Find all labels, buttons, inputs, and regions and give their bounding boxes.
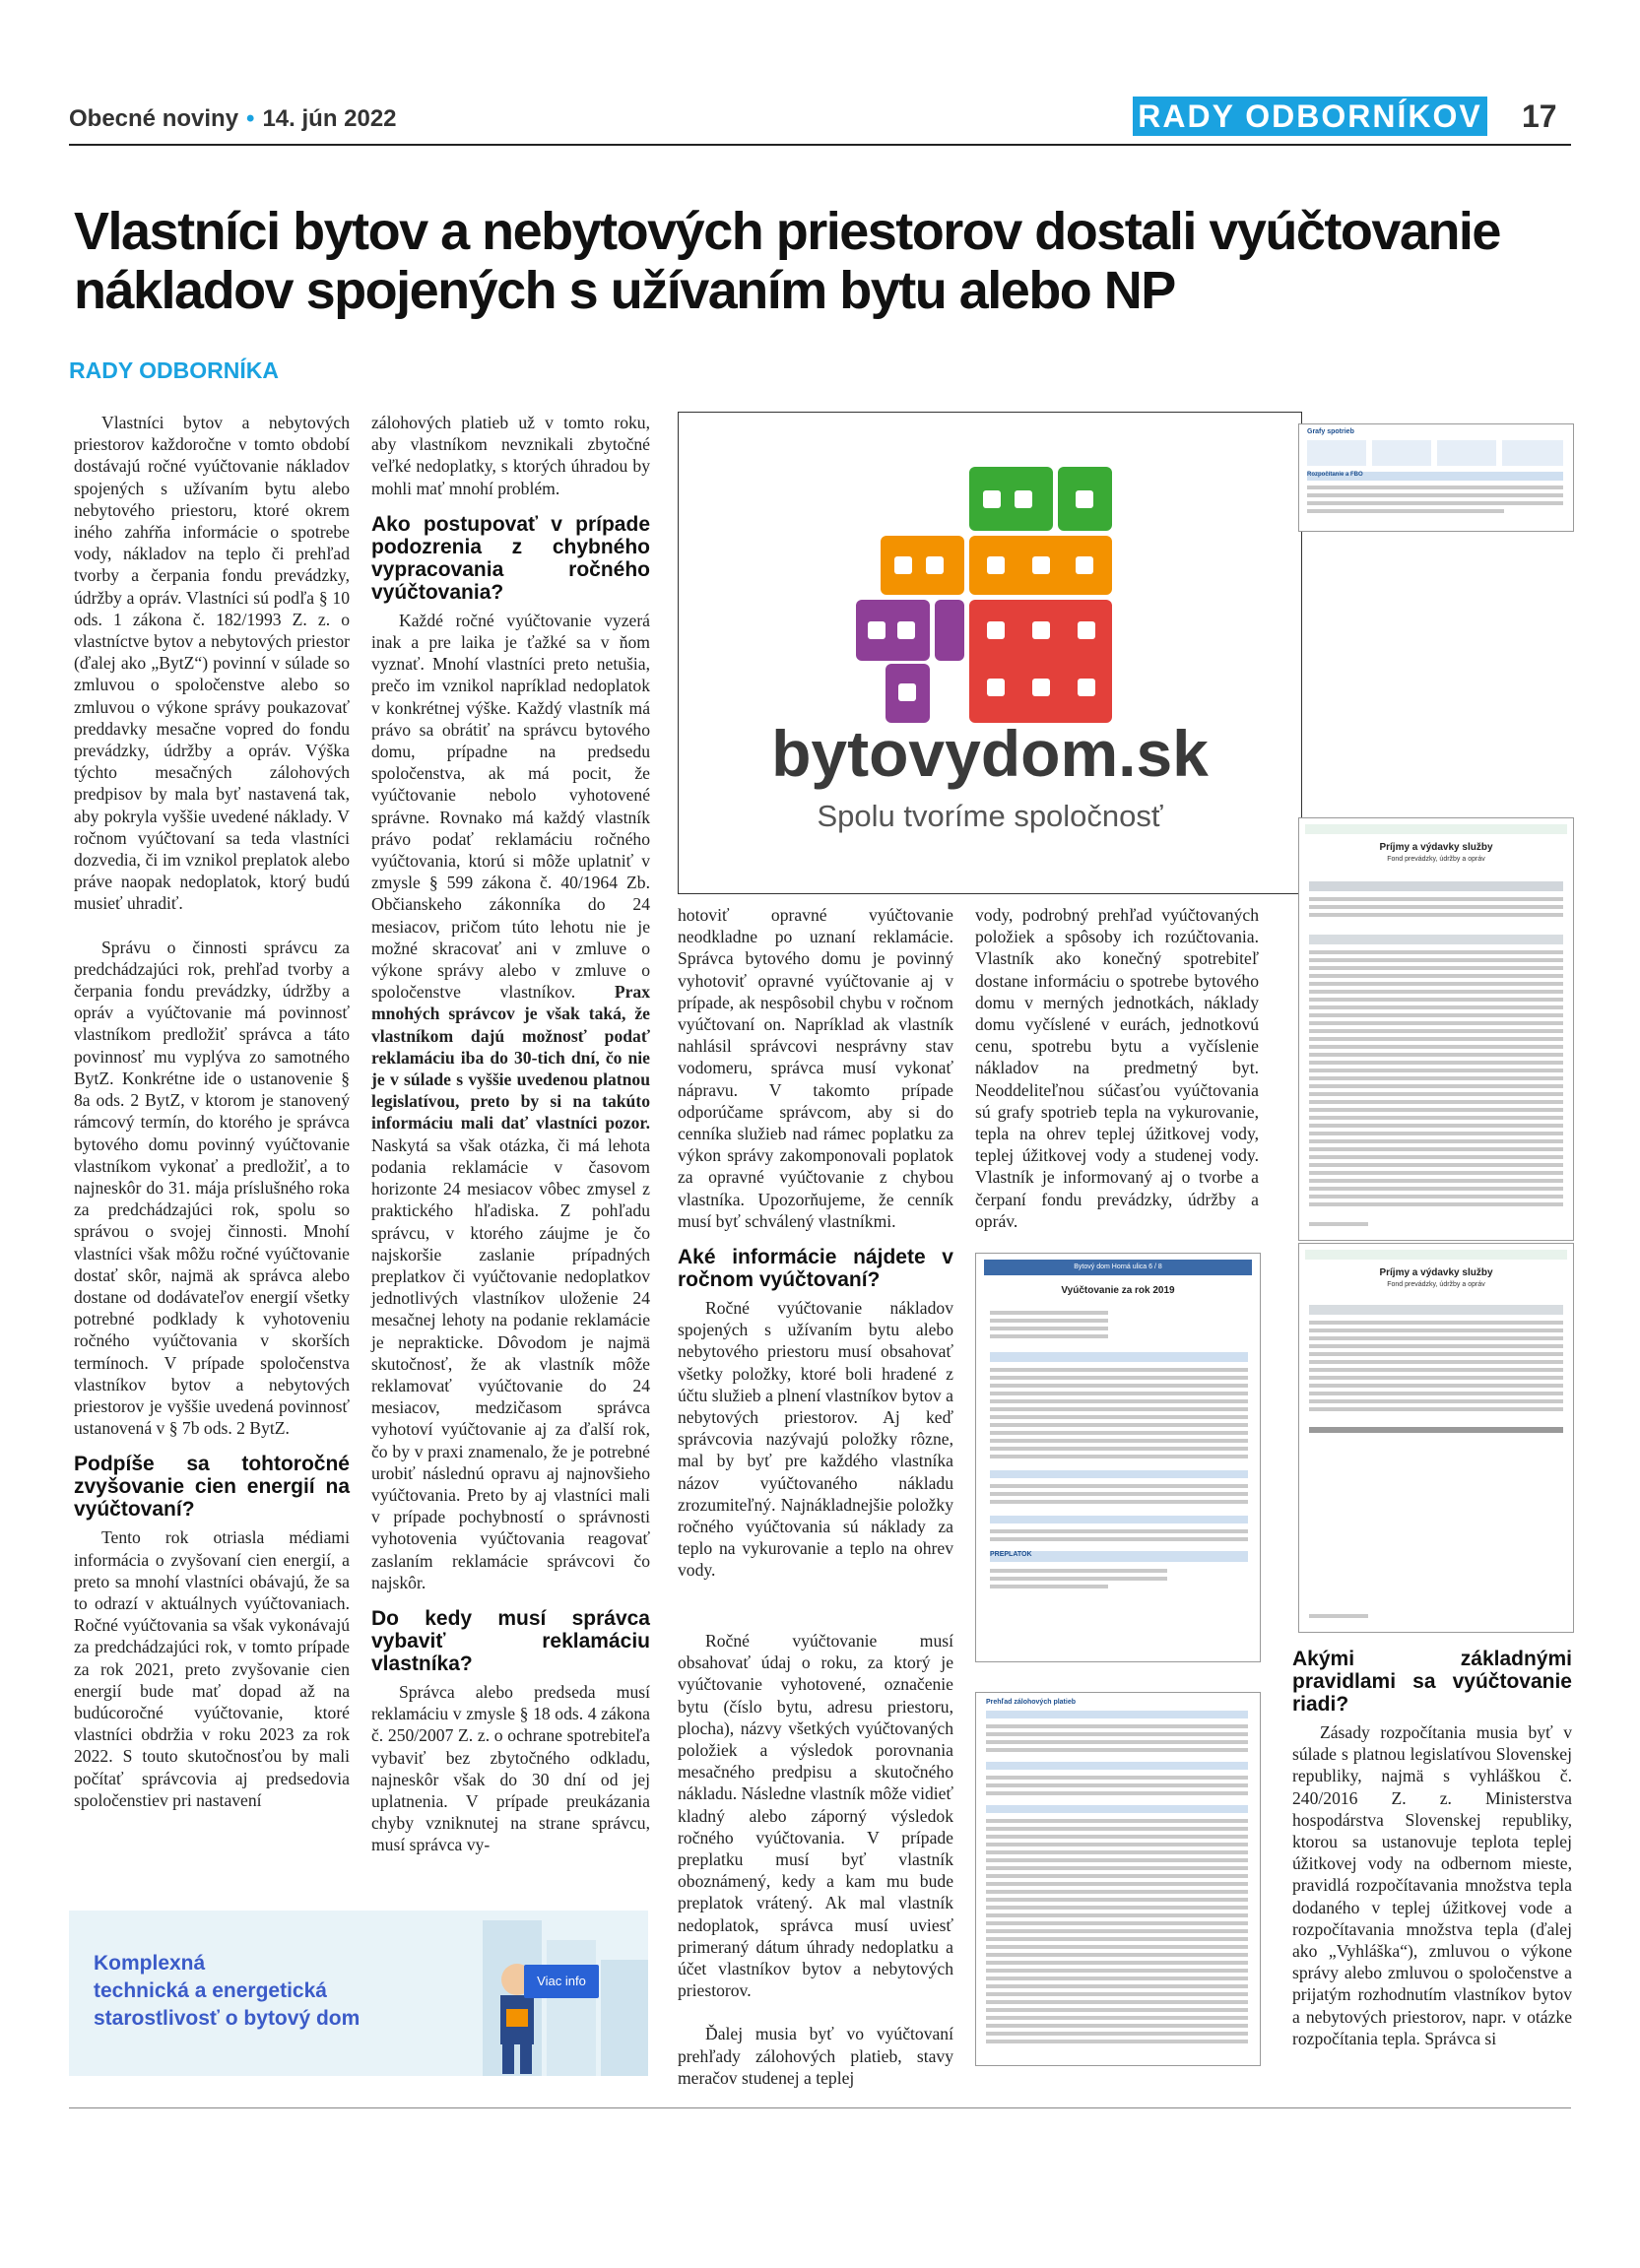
bytovydom-logo-box [678, 412, 1302, 894]
page-number: 17 [1522, 98, 1557, 134]
paragraph: Tento rok otriasla médiami informácia o zvyšovaní cien energií, a preto sa mnohí vlastníci obávajú, že sa to odrazí v aktuálnych vyúčtovaniach. Ročné vyúčtovania sa však vykonávajú za predchádzajúci rok, v tomto prípade za rok 2021, preto zvyšovanie cien energií bude mať dopad až na budúcoročné vyúčtovanie, ktoré vlastníci obdržia v roku 2023 za rok 2022. S touto skutočnosťou by mali počítať správcovia aj predsedovia spoločenstiev pri nastavení [74, 1527, 350, 1810]
logo-tagline: Spolu tvoríme spoločnosť [817, 799, 1163, 833]
thumb-title: Príjmy a výdavky služby [1379, 842, 1493, 853]
column-3-continued [678, 1630, 953, 2089]
paragraph: Vlastníci bytov a nebytových priestorov každoročne v tomto období dostávajú ročné vyúčtovanie nákladov spojených s užívaním bytu alebo nebytového priestoru, ktoré okrem iného zahŕňa informácie o spotrebe vody, nákladov na teplo či prehľad tvorby a čerpania fondu prevádzky, údržby a opráv. Vlastníci sú podľa § 10 ods. 1 zákona č. 182/1993 Z. z. o vlastníctve bytov a nebytových priestor (ďalej ako „BytZ“) povinní v súlade so zmluvou o spoločenstve alebo so zmluvou o výkone správy poukazovať preddavky mesačne vopred do fondu prevádzky, údržby a opráv. Výška týchto mesačných zálohových predpisov by mala byť nastavená tak, aby pokryla vyššie uvedené náklady. V ročnom vyúčtovaní sa teda vlastníci dozvedia, či im vznikol preplatok alebo práve naopak nedoplatok, ktorý budú musieť uhradiť. [74, 413, 350, 914]
paragraph: Ročné vyúčtovanie nákladov spojených s užívaním bytu alebo nebytového priestoru musí obsahovať všetky položky, ktoré boli hradené z účtu služieb a plnení vlastníkov bytov a nebytových priestorov. Aj keď správcovia nazývajú položky rôzne, mal by byť pre každého vlastníka názov vyúčtovaného nákladu zrozumiteľný. Najnákladnejšie položky ročného vyúčtovania sú náklady za teplo na vykurovanie a teplo na ohrev vody. [678, 1298, 953, 1581]
paragraph: Zásady rozpočítania musia byť v súlade s platnou legislatívou Slovenskej republiky, najmä s vyhláškou č. 240/2016 Z. z. Ministerstva hospodárstva Slovenskej republiky, ktorou sa ustanovuje teplota teplej úžitkovej vody na odbernom mieste, pravidlá rozpočítavania množstva tepla dodaného v teplej úžitkovej vode a rozpočítavania množstva tepla (ďalej ako „Vyhláška“), zmluvou o výkone správy alebo zmluvou o spoločenstve a prijatým rozhodnutím vlastníkov bytov a nebytových priestorov, napr. v otázke rozpočítania tepla. Správca si [1292, 1722, 1572, 2048]
header-rule [69, 144, 1571, 146]
subheading: Ako postupovať v prípade podozrenia z chybného vypracovania ročného vyúčtovania? [371, 512, 650, 604]
document-thumbnail-advance-payments [975, 1692, 1261, 2066]
paragraph: zálohových platieb už v tomto roku, aby vlastníkom nevznikali zbytočné veľké nedoplatky, s ktorých úhradou by mohli mať mnohí problém. [371, 413, 650, 498]
paragraph [371, 610, 650, 1593]
thumb-title: Vyúčtovanie za rok 2019 [1061, 1285, 1175, 1296]
billing-result-label: PREPLATOK [990, 1551, 1248, 1562]
column-5 [1292, 1648, 1572, 2049]
document-thumbnail-income-expenses-2 [1298, 1243, 1574, 1633]
document-thumbnail-income-expenses [1298, 817, 1574, 1241]
thumb-title: Príjmy a výdavky služby [1379, 1267, 1493, 1278]
column-3 [678, 904, 953, 1582]
subheading: Akými základnými pravidlami sa vyúčtovanie riadi? [1292, 1648, 1572, 1716]
subheading: Do kedy musí správca vybaviť reklamáciu vlastníka? [371, 1606, 650, 1675]
thumb-header: Grafy spotrieb [1307, 428, 1354, 435]
column-1 [74, 412, 350, 1811]
document-thumbnail-charts [1298, 423, 1574, 532]
paragraph: Správu o činnosti správcu za predchádzajúci rok, prehľad tvorby a čerpania fondu prevádzky, údržby a opráv a vyúčtovanie má povinnosť vlastníkom predložiť správca a táto povinnosť mu vyplýva zo samotného BytZ. Konkrétne ide o ustanovenie § 8a ods. 2 BytZ, v ktorom je stanovený rámcový termín, do ktorého je správca bytového domu povinný vyúčtovanie vlastníkom vykonať a predložiť, a to najneskôr do 31. mája príslušného roka za predchádzajúci rok, spolu so správou o svojej činnosti. Mnohí vlastníci však môžu ročné vyúčtovanie dostať skôr, najmä ak správca alebo dostane od dodávateľov energií všetky potrebné podklady k vyhotoveniu ročného vyúčtovania v skorších termínoch. V prípade spoločenstva vlastníkov bytov a nebytových priestorov je vyššie uvedená povinnosť ustanovená v § 7b ods. 2 BytZ. [74, 937, 350, 1439]
paragraph: vody, podrobný prehľad vyúčtovaných položiek a spôsoby ich rozúčtovania. Vlastník ako konečný spotrebiteľ dostane informáciu o spotrebe bytového domu v merných jednotkách, náklady domu vyčíslené v eurách, jednotkovú cenu, spotrebu bytu a vyčíslenie nákladov na predmetný byt. Neoddeliteľnou súčasťou vyúčtovania sú grafy spotrieb tepla na vykurovanie, tepla na ohrev teplej úžitkovej vody, teplej úžitkovej vody a studenej vody. Vlastník je informovaný aj o tvorbe a čerpaní fondu prevádzky, údržby a opráv. [975, 905, 1259, 1231]
column-4 [975, 904, 1259, 1232]
thumb-subtitle: Fond prevádzky, údržby a opráv [1387, 1281, 1485, 1288]
section-badge: RADY ODBORNÍKOV [1133, 97, 1487, 136]
more-info-button[interactable]: Viac info [524, 1965, 599, 1998]
document-thumbnail-billing-2019 [975, 1253, 1261, 1662]
bold-text-run: Prax mnohých správcov je však taká, že vlastníkom dajú možnosť podať reklamáciu iba do 30-tich dní, čo nie je v súlade s vyššie uvedenou platnou legislatívou, preto by si na takúto informáciu mali dať vlastníci pozor. [371, 982, 650, 1134]
text-run: Naskytá sa však otázka, či má lehota podania reklamácie v časovom horizonte 24 mesiacov vôbec zmysel z praktického hľadiska. Z pohľadu správcu, v ktorého záujme je čo najskoršie zaslanie prípadných preplatkov či vyúčtovanie nedoplatkov jednotlivých vlastníkov uloženie 24 mesačnej lehoty na podanie reklamácie je neprakticke. Dôvodom je najmä skutočnosť, že ak vlastník môže reklamovať vyúčtovanie do 24 mesiacov, medzičasom správca vyhotoví vyúčtovanie aj za ďalší rok, čo by v praxi znamenalo, že je potrebné urobiť následnú opravu aj najnovšieho vyúčtovania. Preto by aj vlastníci mali v prípade pochybností o správnosti vyhotovenia vyúčtovania reagovať zaslaním reklamácie správcovi čo najskôr. [371, 1134, 650, 1592]
mini-chart [1307, 440, 1366, 466]
mini-chart [1437, 440, 1496, 466]
logo-domain: bytovydom.sk [771, 717, 1209, 790]
paragraph: hotoviť opravné vyúčtovanie neodkladne po uznaní reklamácie. Správca bytového domu je povinný vyhotoviť opravné vyúčtovanie aj v prípade, ak nespôsobil chybu v ročnom vyúčtovaní on. Napríklad ak vlastník nahlásil správcovi nesprávny stav vodomeru, správca musí vykonať nápravu. V takomto prípade odporúčame správcom, aby si do cenníka služieb nad rámec poplatku za výkon správy zakomponovali poplatok za opravné vyúčtovanie z chybou vlastníka. Upozorňujeme, že cenník musí byť schválený vlastníkmi. [678, 905, 953, 1231]
column-2 [371, 412, 650, 1856]
article-kicker: RADY ODBORNÍKA [69, 357, 279, 383]
ad-line: Komplexná [94, 1952, 206, 1975]
mini-chart [1372, 440, 1431, 466]
masthead [69, 105, 397, 133]
article-title: Vlastníci bytov a nebytových priestorov dostali vyúčtovanie nákladov spojených s užívaním bytu alebo NP [74, 202, 1500, 320]
ad-text [94, 1950, 360, 2033]
thumb-subtitle: Fond prevádzky, údržby a opráv [1387, 856, 1485, 863]
paragraph: Ročné vyúčtovanie musí obsahovať údaj o roku, za ktorý je vyúčtovanie vyhotovené, označenie bytu (číslo bytu, adresu priestoru, plocha), názvy všetkých vyúčtovaných položiek a výsledok porovnania mesačného predpisu a skutočného nákladu. Následne vlastník môže vidieť kladný alebo záporný výsledok ročného vyúčtovania. V prípade preplatku musí byť vlastník oboznámený, kedy a kam mu bude preplatok vrátený. Ak mal vlastník nedoplatok, správca musí uviesť primeraný dátum úhrady nedoplatku a účet vlastníkov bytov a nebytových priestorov. [678, 1631, 953, 2001]
thumb-header: Bytový dom Horná ulica 6 / 8 [984, 1260, 1252, 1275]
ad-line: technická a energetická [94, 1979, 327, 2002]
mini-chart [1502, 440, 1563, 466]
paragraph: Správca alebo predseda musí reklamáciu v zmysle § 18 ods. 4 zákona č. 250/2007 Z. z. o ochrane spotrebiteľa vybaviť bez zbytočného odkladu, najneskôr však do 30 dní od jej uplatnenia. V prípade preukázania chyby vzniknutej na strane správcu, musí správca vy- [371, 1681, 650, 1855]
subheading: Aké informácie nájdete v ročnom vyúčtovaní? [678, 1246, 953, 1292]
separator-dot: • [246, 105, 255, 132]
issue-date: 14. jún 2022 [262, 105, 397, 132]
footer-rule [69, 2107, 1571, 2108]
text-run: Každé ročné vyúčtovanie vyzerá inak a pre laika je ťažké sa v ňom vyznať. Mnohí vlastníci preto netušia, prečo im vznikol napríklad nedoplatok v konkrétnej výške. Každý vlastník má právo sa obrátiť na správcu bytového domu, prípadne na predsedu spoločenstva, ak má pocit, že vyúčtovanie nebolo vyhotovené správne. Rovnako má každý vlastník právo podať reklamáciu ročného vyúčtovania, ktorú si môže uplatniť v zmysle § 599 zákona č. 40/1964 Zb. Občianskeho zákonníka do 24 mesiacov, pričom túto lehotu nie je možné skracovať ani v zmluve o výkone správy alebo v zmluve o spoločenstve vlastníkov. [371, 610, 650, 1003]
thumb-subheader: Rozpočítanie a FBO [1307, 472, 1563, 481]
paragraph: Ďalej musia byť vo vyúčtovaní prehľady zálohových platieb, stavy meračov studenej a teplej [678, 2024, 953, 2088]
publication-name: Obecné noviny [69, 105, 239, 132]
ad-line: starostlivosť o bytový dom [94, 2007, 361, 2030]
subheading: Podpíše sa tohtoročné zvyšovanie cien energií na vyúčtovaní? [74, 1453, 350, 1522]
thumb-header: Prehľad zálohových platieb [986, 1699, 1076, 1706]
